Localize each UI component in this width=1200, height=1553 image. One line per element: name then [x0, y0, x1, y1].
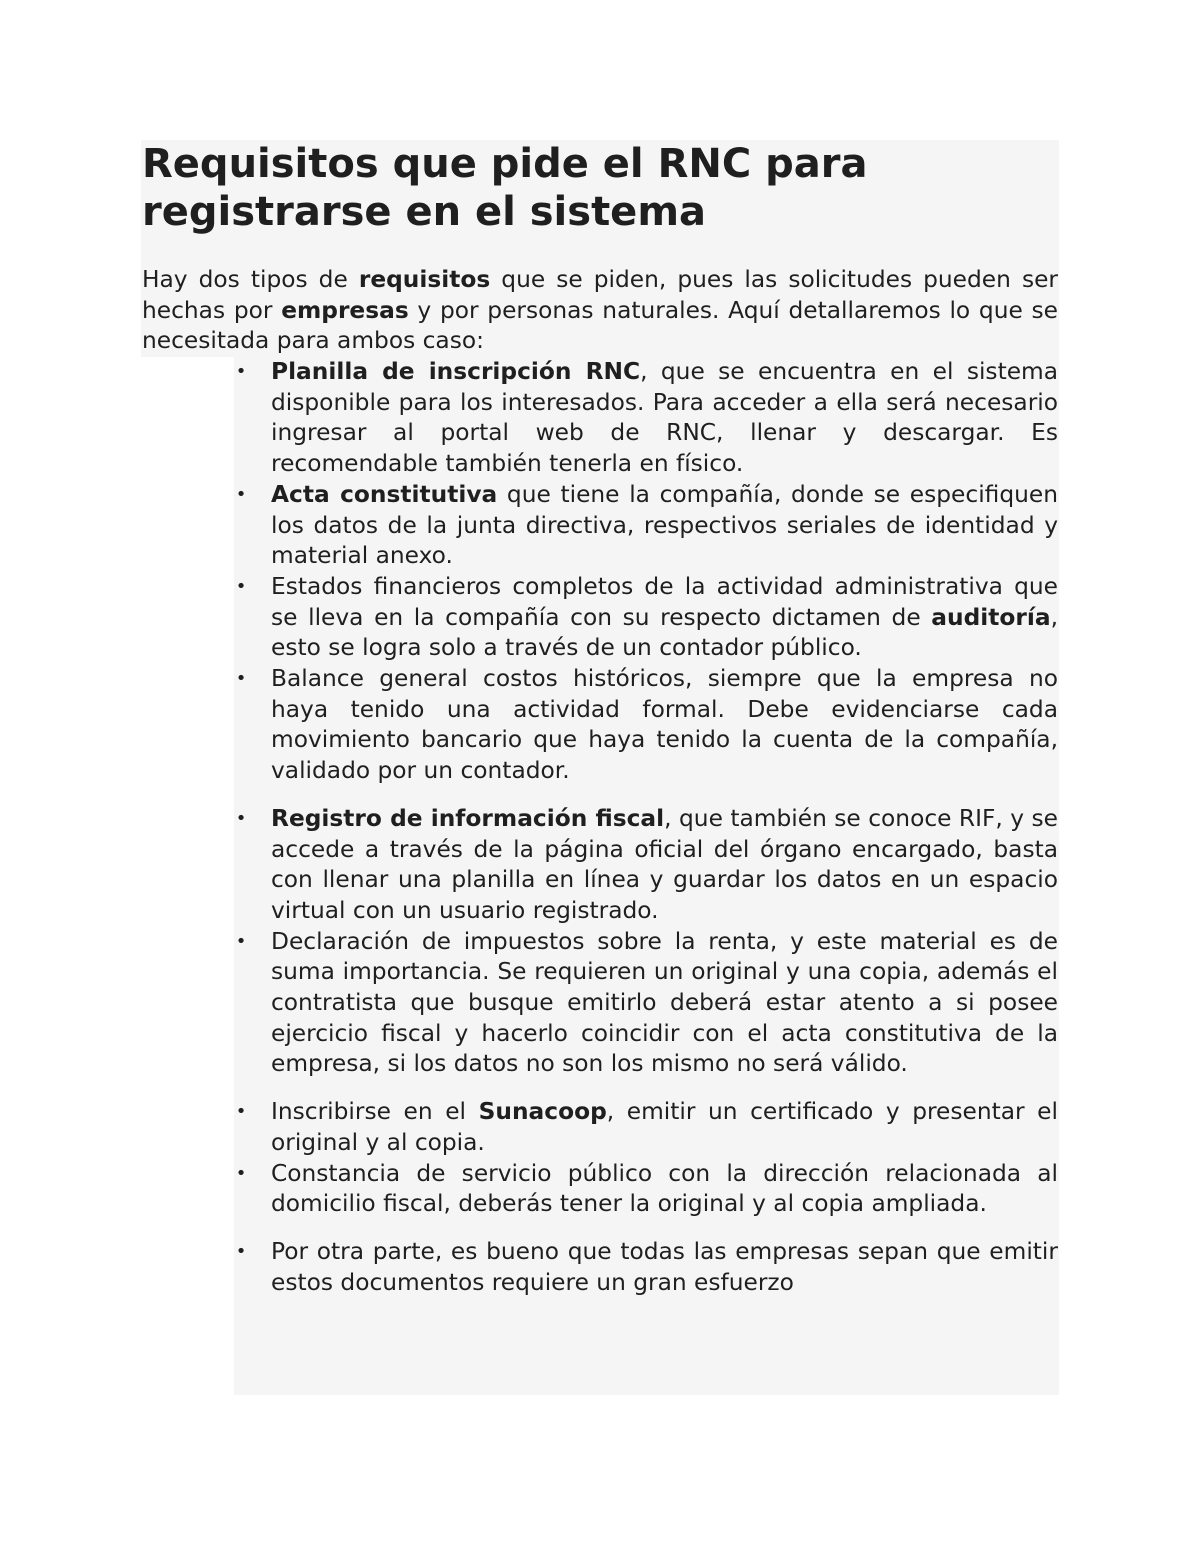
intro-text-1: Hay dos tipos de	[142, 266, 359, 293]
bullet-icon: •	[235, 575, 247, 597]
list-item-planilla	[235, 357, 1059, 480]
intro-bold-empresas: empresas	[281, 296, 409, 324]
item-text: que tiene la compañía, donde se especifiquen los datos de la junta directiva, respectivos seriales de identidad y material anexo.	[271, 480, 1058, 570]
item-text: Declaración de impuestos sobre la renta, y este material es de suma importancia. Se requieren un original y una copia, además el contratista que busque emitirlo deberá estar atento a si posee ejercicio fiscal y hacerlo coincidir con el acta constitutiva de la empresa, si los datos no son los mismo no será válido.	[271, 927, 1058, 1078]
bullet-icon: •	[235, 807, 247, 829]
item-text: Por otra parte, es bueno que todas las empresas sepan que emitir estos documentos requiere un gran esfuerzo	[271, 1237, 1058, 1296]
item-text: , emitir un certificado y presentar el original y al copia.	[271, 1098, 1058, 1156]
item-pre-text: Estados financieros completos de la actividad administrativa que se lleva en la compañía con su respecto dictamen de	[271, 572, 1058, 631]
item-bold: Acta constitutiva	[271, 480, 498, 508]
bullet-icon: •	[235, 1240, 247, 1262]
intro-paragraph	[142, 265, 1058, 357]
requirements-list	[235, 357, 1059, 1298]
item-text: , que se encuentra en el sistema disponible para los interesados. Para acceder a ella será necesario ingresar al portal web de RNC, llenar y descargar. Es recomendable también tenerla en físico.	[271, 358, 1059, 478]
item-bold: Registro de información fiscal	[271, 804, 665, 832]
bullet-icon: •	[235, 930, 247, 952]
bullet-icon: •	[235, 1101, 247, 1123]
list-item-sunacoop	[235, 1097, 1058, 1158]
bullet-icon: •	[235, 1162, 247, 1184]
bullet-icon: •	[235, 483, 247, 505]
intro-text-2: que se piden, pues las solicitudes pueden ser hechas por	[142, 266, 1058, 324]
list-item-declaracion	[235, 927, 1058, 1081]
item-pre-text: Inscribirse en el	[271, 1098, 479, 1126]
bullet-icon: •	[235, 668, 247, 690]
document-title: Requisitos que pide el RNC para registrarse en el sistema	[142, 141, 868, 235]
list-item-registro	[235, 804, 1058, 927]
list-item-estados	[235, 572, 1058, 664]
item-text: Constancia de servicio público con la dirección relacionada al domicilio fiscal, deberás tener la original y al copia ampliada.	[271, 1159, 1058, 1218]
bullet-icon: •	[235, 361, 247, 382]
intro-text-3: y por personas naturales. Aquí detallaremos lo que se necesitada para ambos caso:	[142, 296, 1058, 355]
item-text: , que también se conoce RIF, y se accede a través de la página oficial del órgano encargado, basta con llenar una planilla en línea y guardar los datos en un espacio virtual con un usuario registrado.	[271, 804, 1058, 924]
list-item-otra-parte	[235, 1237, 1058, 1298]
item-bold: Planilla de inscripción RNC	[271, 358, 641, 385]
item-bold: auditoría	[931, 603, 1051, 631]
list-item-constancia	[235, 1159, 1058, 1220]
item-bold: Sunacoop	[478, 1098, 607, 1126]
list-item-balance	[235, 664, 1058, 787]
item-text: Balance general costos históricos, siempre que la empresa no haya tenido una actividad formal. Debe evidenciarse cada movimiento bancario que haya tenido la cuenta de la compañía, validado por un contador.	[271, 665, 1058, 785]
list-item-acta	[235, 480, 1058, 572]
item-text: , esto se logra solo a través de un contador público.	[271, 603, 1058, 662]
intro-bold-requisitos: requisitos	[358, 266, 491, 293]
